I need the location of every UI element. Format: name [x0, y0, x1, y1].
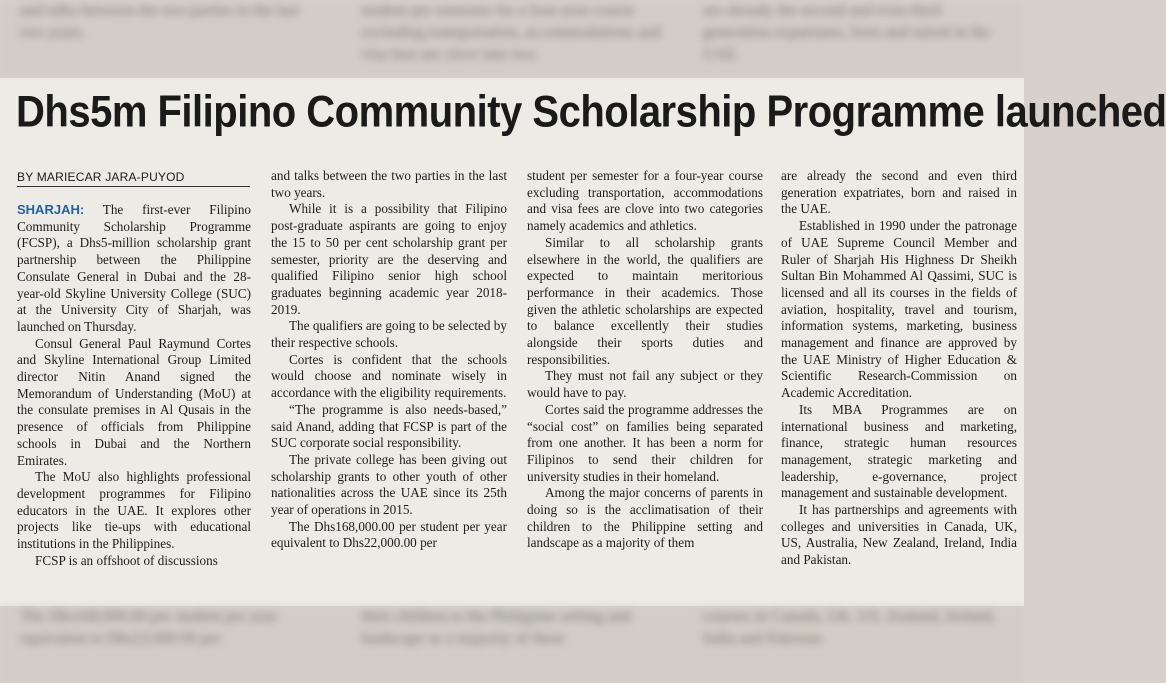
paragraph: and talks between the two parties in the last two years.: [271, 168, 507, 200]
headline: Dhs5m Filipino Community Scholarship Programme launched: [16, 87, 1166, 137]
paragraph: It has partnerships and agreements with colleges and universities in Canada, UK, US, Australia, New Zealand, Ireland, India and Pakistan.: [781, 502, 1017, 568]
paragraph: The qualifiers are going to be selected by their respective schools.: [271, 318, 507, 351]
column-1: [17, 202, 251, 569]
blurred-background-top: [0, 0, 1024, 78]
paragraph: Its MBA Programmes are on international business and marketing, finance, strategic human resources management, strategic marketing and leadership, e-governance, project management and sustainable development.: [781, 401, 1017, 501]
column-2: [271, 168, 507, 552]
paragraph: Similar to all scholarship grants elsewhere in the world, the qualifiers are expected to maintain meritorious performance in their academics. Those given the athletic scholarships are expected to balance excellently their studies alongside their sports duties and responsibilities.: [527, 234, 763, 367]
paragraph: Among the major concerns of parents in doing so is the acclimatisation of their children to the Philippine setting and landscape as a majority of them: [527, 485, 763, 551]
paragraph: While it is a possibility that Filipino post-graduate aspirants are going to enjoy the 15 to 50 per cent scholarship grant per semester, priority are the deserving and qualified Filipino senior high school graduates beginning academic year 2018-2019.: [271, 201, 507, 317]
paragraph: The private college has been giving out scholarship grants to other youth of other nationalities across the UAE since its 25th year of operations in 2015.: [271, 451, 507, 518]
paragraph: Cortes is confident that the schools would choose and nominate wisely in accordance with the eligibility requirements.: [271, 351, 507, 401]
blurred-text: courses in Canada, UK, US, Zealand, Ireland, India and Pakistan.: [702, 608, 996, 647]
paragraph-text: The first-ever Filipino Community Scholarship Programme (FCSP), a Dhs5-million scholarship grant partnership between the Philippine Consulate General in Dubai and the 28-year-old Skyline University College (SUC) at the University City of Sharjah, was launched on Thursday.: [17, 202, 252, 334]
blurred-text: student per semester for a four-year course excluding transportation, accommodations and visa fees are clove into two: [361, 2, 661, 63]
paragraph: FCSP is an offshoot of discussions: [35, 552, 218, 568]
paragraph: Consul General Paul Raymund Cortes and Skyline International Group Limited director Nitin Anand signed the Memorandum of Understanding (MoU) at the consulate premises in Al Qusais in the presence of officials from Philippine schools in Dubai and the Northern Emirates.: [17, 335, 251, 468]
blurred-text: The Dhs168,000.00 per student per year equivalent to Dhs22,000.00 per: [20, 608, 278, 647]
paragraph: Established in 1990 under the patronage of UAE Supreme Council Member and Ruler of Sharjah His Highness Dr Sheikh Sultan Bin Mohammed Al Qassimi, SUC is licensed and all its courses in the fields of aviation, hospitality, travel and tourism, information systems, marketing, business management and finance are approved by the UAE Ministry of Higher Education & Scientific Research-Commission on Academic Accreditation.: [781, 218, 1017, 401]
paragraph: The Dhs168,000.00 per student per year equivalent to Dhs22,000.00 per: [271, 518, 507, 551]
byline: BY MARIECAR JARA-PUYOD: [17, 170, 185, 184]
dateline: SHARJAH:: [17, 202, 85, 217]
paragraph: [17, 202, 251, 336]
column-3: [527, 168, 763, 552]
paragraph: Cortes said the programme addresses the “social cost” on families being separated from one another. It has been a norm for Filipinos to send their children for university studies in their homeland.: [527, 401, 763, 484]
paragraph: student per semester for a four-year course excluding transportation, accommodations and visa fees are clove into two categories namely academics and athletics.: [527, 168, 763, 234]
paragraph: are already the second and even third generation expatriates, born and raised in the UAE.: [781, 168, 1017, 217]
paragraph: “The programme is also needs-based,” said Anand, adding that FCSP is part of the SUC corporate social responsibility.: [271, 401, 507, 451]
blurred-text: and talks between the two parties in the last two years.: [20, 2, 300, 41]
column-4: [781, 168, 1017, 569]
paragraph: They must not fail any subject or they would have to pay.: [527, 368, 763, 401]
blurred-background-bottom: [0, 606, 1024, 683]
byline-rule: [17, 186, 250, 187]
newspaper-clipping: [0, 78, 1166, 606]
blurred-text: their children to the Philippine setting and landscape as a majority of them: [361, 608, 631, 647]
paragraph: The MoU also highlights professional development programmes for Filipino educators in the UAE. It explores other projects like tie-ups with educational institutions in the Philippines.: [17, 469, 251, 552]
blurred-text: are already the second and even third generation expatriates, born and raised in the UAE.: [702, 2, 991, 63]
